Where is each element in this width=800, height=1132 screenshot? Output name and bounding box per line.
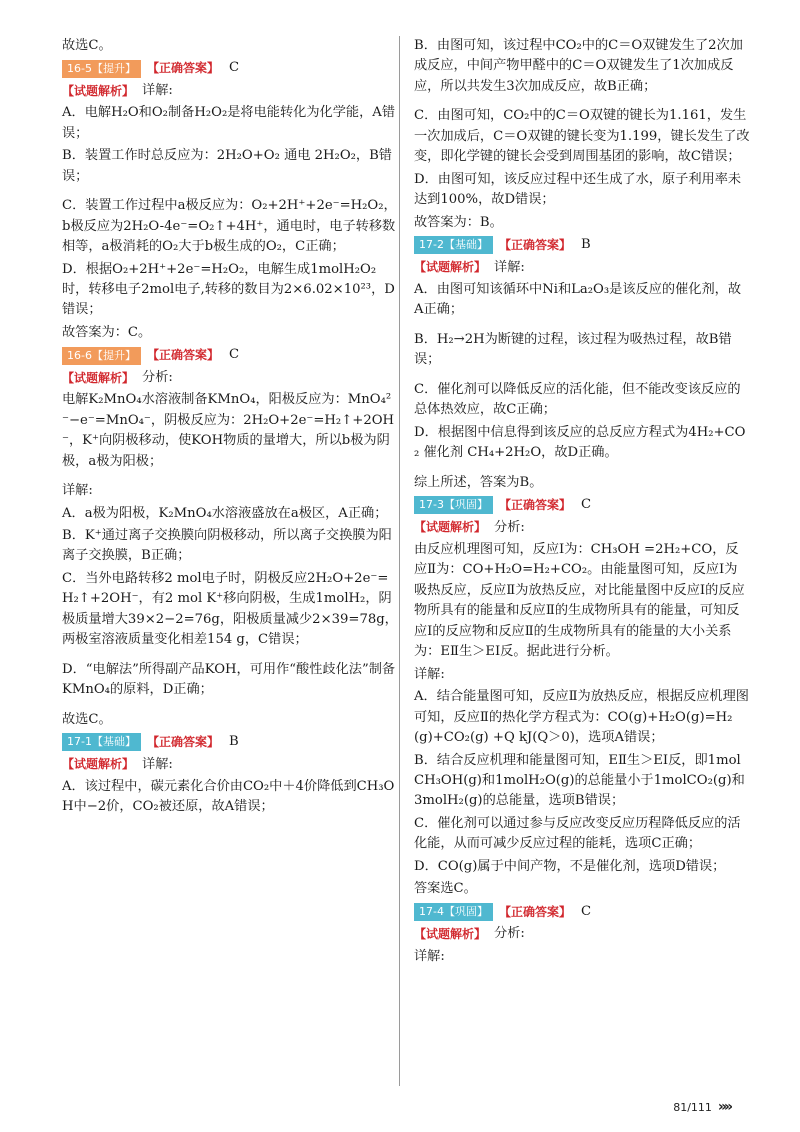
paragraph: B．K⁺通过离子交换膜向阴极移动，所以离子交换膜为阳离子交换膜，B正确； <box>62 527 392 564</box>
paragraph: A．由图可知该循环中Ni和La₂O₃是该反应的催化剂，故A正确； <box>414 281 742 318</box>
paragraph: 故选C。 <box>62 711 112 727</box>
paragraph: 详解: <box>62 483 93 499</box>
correct-answer-value: C <box>580 497 592 513</box>
question-tag: 17-4【巩固】 <box>414 903 493 921</box>
paragraph: A．结合能量图可知，反应Ⅱ为放热反应，根据反应机理图可知，反应Ⅱ的热化学方程式为：CO(g)+H₂O(g)=H₂(g)+CO₂(g) +Q kJ(Q＞0)，选项A错误； <box>414 689 749 746</box>
correct-answer-value: B <box>228 734 239 750</box>
correct-answer-label: 【正确答案】 <box>146 734 219 749</box>
paragraph: D．CO(g)属于中间产物，不是催化剂，选项D错误； <box>414 858 726 874</box>
correct-answer-value: C <box>228 347 240 363</box>
correct-answer-value: B <box>580 237 591 253</box>
analysis-header <box>414 924 750 944</box>
correct-answer-label: 【正确答案】 <box>498 904 571 919</box>
analysis-header <box>62 755 398 775</box>
question-tag: 17-3【巩固】 <box>414 496 493 514</box>
page-footer <box>673 1099 730 1115</box>
correct-answer-label: 【正确答案】 <box>146 348 219 363</box>
paragraph: B．装置工作时总反应为：2H₂O+O₂ 通电 2H₂O₂，B错误； <box>62 148 392 184</box>
answer-header <box>414 235 750 255</box>
paragraph: D．根据O₂+2H⁺+2e⁻=H₂O₂，电解生成1molH₂O₂时，转移电子2mol电子,转移的数目为2×6.02×10²³，D错误； <box>62 261 395 318</box>
analysis-label: 【试题解析】 <box>62 83 135 98</box>
analysis-label: 【试题解析】 <box>62 370 135 385</box>
answer-header <box>62 58 398 78</box>
analysis-header <box>62 368 398 388</box>
analysis-header <box>414 518 750 538</box>
paragraph: B．H₂→2H为断键的过程，该过程为吸热过程，故B错误； <box>414 331 732 368</box>
paragraph: A．a极为阳极，K₂MnO₄水溶液盛放在a极区，A正确； <box>62 505 388 521</box>
paragraph: 综上所述，答案为B。 <box>414 474 543 490</box>
next-page-icon[interactable]: »» <box>717 1099 730 1115</box>
analysis-type: 分析: <box>494 519 525 535</box>
correct-answer-label: 【正确答案】 <box>498 238 571 252</box>
paragraph: 详解: <box>414 666 445 682</box>
analysis-label: 【试题解析】 <box>62 757 135 772</box>
question-tag: 16-5【提升】 <box>62 60 141 78</box>
paragraph: 电解K₂MnO₄水溶液制备KMnO₄，阳极反应为：MnO₄²⁻−e⁻=MnO₄⁻，阴极反应为：2H₂O+2e⁻=H₂↑+2OH⁻，K⁺向阴极移动，使KOH物质的量增大，所以b极为阴极，a极为阳极； <box>62 392 395 469</box>
paragraph: C．由图可知，CO₂中的C＝O双键的键长为1.161，发生一次加成后，C＝O双键的键长变为1.199，键长发生了改变，即化学键的键长会受到周围基团的影响，故C错误； <box>414 108 750 165</box>
analysis-type: 详解: <box>142 756 173 772</box>
page-number: 81/111 <box>673 1100 712 1114</box>
correct-answer-label: 【正确答案】 <box>498 497 571 512</box>
paragraph: B．结合反应机理和能量图可知，EⅡ生＞EⅠ反，即1molCH₃OH(g)和1molH₂O(g)的总能量小于1molCO₂(g)和3molH₂(g)的总能量，选项B错误； <box>414 752 745 809</box>
right-column <box>414 36 750 969</box>
paragraph: 故答案为：B。 <box>414 214 503 230</box>
paragraph: C．当外电路转移2 mol电子时，阴极反应2H₂O+2e⁻=H₂↑+2OH⁻，有2 mol K⁺移向阴极，生成1molH₂，阴极质量增大39×2−2=76g，阳极质量减少2×39=78g，两极室溶液质量变化相差154 g，C错误； <box>62 570 398 648</box>
analysis-header <box>62 81 398 101</box>
paragraph: D．由图可知，该反应过程中还生成了水，原子利用率未达到100%，故D错误； <box>414 171 742 208</box>
left-column <box>62 36 398 827</box>
paragraph: D．根据图中信息得到该反应的总反应方程式为4H₂+CO₂ 催化剂 CH₄+2H₂O，故D正确。 <box>414 424 746 461</box>
analysis-label: 【试题解析】 <box>414 520 487 535</box>
paragraph: A．该过程中，碳元素化合价由CO₂中＋4价降低到CH₃OH中−2价，CO₂被还原，故A错误； <box>62 778 395 815</box>
analysis-type: 详解: <box>494 259 525 275</box>
analysis-type: 分析: <box>142 369 173 385</box>
answer-header <box>62 732 398 752</box>
correct-answer-value: C <box>580 903 592 919</box>
answer-header <box>62 345 398 365</box>
paragraph: 由反应机理图可知，反应Ⅰ为：CH₃OH =2H₂+CO，反应Ⅱ为：CO+H₂O=H₂+CO₂。由能量图可知，反应Ⅰ为吸热反应，反应Ⅱ为放热反应，对比能量图中反应Ⅰ的反应物所具有的能量和反应Ⅱ的生成物所具有的能量，可知反应Ⅰ的反应物和反应Ⅱ的生成物所具有的能量的大小关系为：EⅡ生＞EⅠ反。据此进行分析。 <box>414 541 745 660</box>
paragraph: 故答案为：C。 <box>62 324 152 340</box>
paragraph: 答案选C。 <box>414 881 477 897</box>
paragraph: A．电解H₂O和O₂制备H₂O₂是将电能转化为化学能，A错误； <box>62 105 396 141</box>
paragraph: 故选C。 <box>62 38 112 53</box>
paragraph: D．“电解法”所得副产品KOH，可用作“酸性歧化法”制备KMnO₄的原料，D正确； <box>62 661 396 698</box>
correct-answer-label: 【正确答案】 <box>146 61 219 76</box>
analysis-header <box>414 258 750 278</box>
analysis-type: 分析: <box>494 926 525 942</box>
analysis-type: 详解: <box>142 82 173 98</box>
question-tag: 17-2【基础】 <box>414 236 493 254</box>
question-tag: 17-1【基础】 <box>62 733 141 751</box>
paragraph: 详解: <box>414 948 445 964</box>
column-divider <box>399 36 400 1086</box>
answer-header <box>414 495 750 515</box>
analysis-label: 【试题解析】 <box>414 927 487 942</box>
answer-header <box>414 902 750 922</box>
paragraph: C．装置工作过程中a极反应为：O₂+2H⁺+2e⁻=H₂O₂，b极反应为2H₂O-4e⁻=O₂↑+4H⁺，通电时，电子转移数相等，a极消耗的O₂大于b极生成的O₂，C正确； <box>62 198 397 255</box>
analysis-label: 【试题解析】 <box>414 260 487 275</box>
paragraph: C．催化剂可以降低反应的活化能，但不能改变该反应的总体热效应，故C正确； <box>414 381 741 418</box>
question-tag: 16-6【提升】 <box>62 347 141 365</box>
paragraph: C．催化剂可以通过参与反应改变反应历程降低反应的活化能，从而可减少反应过程的能耗，选项C正确； <box>414 815 741 852</box>
paragraph: B．由图可知，该过程中CO₂中的C＝O双键发生了2次加成反应，中间产物甲醛中的C＝O双键发生了1次加成反应，所以共发生3次加成反应，故B正确； <box>414 38 743 94</box>
correct-answer-value: C <box>228 60 240 76</box>
